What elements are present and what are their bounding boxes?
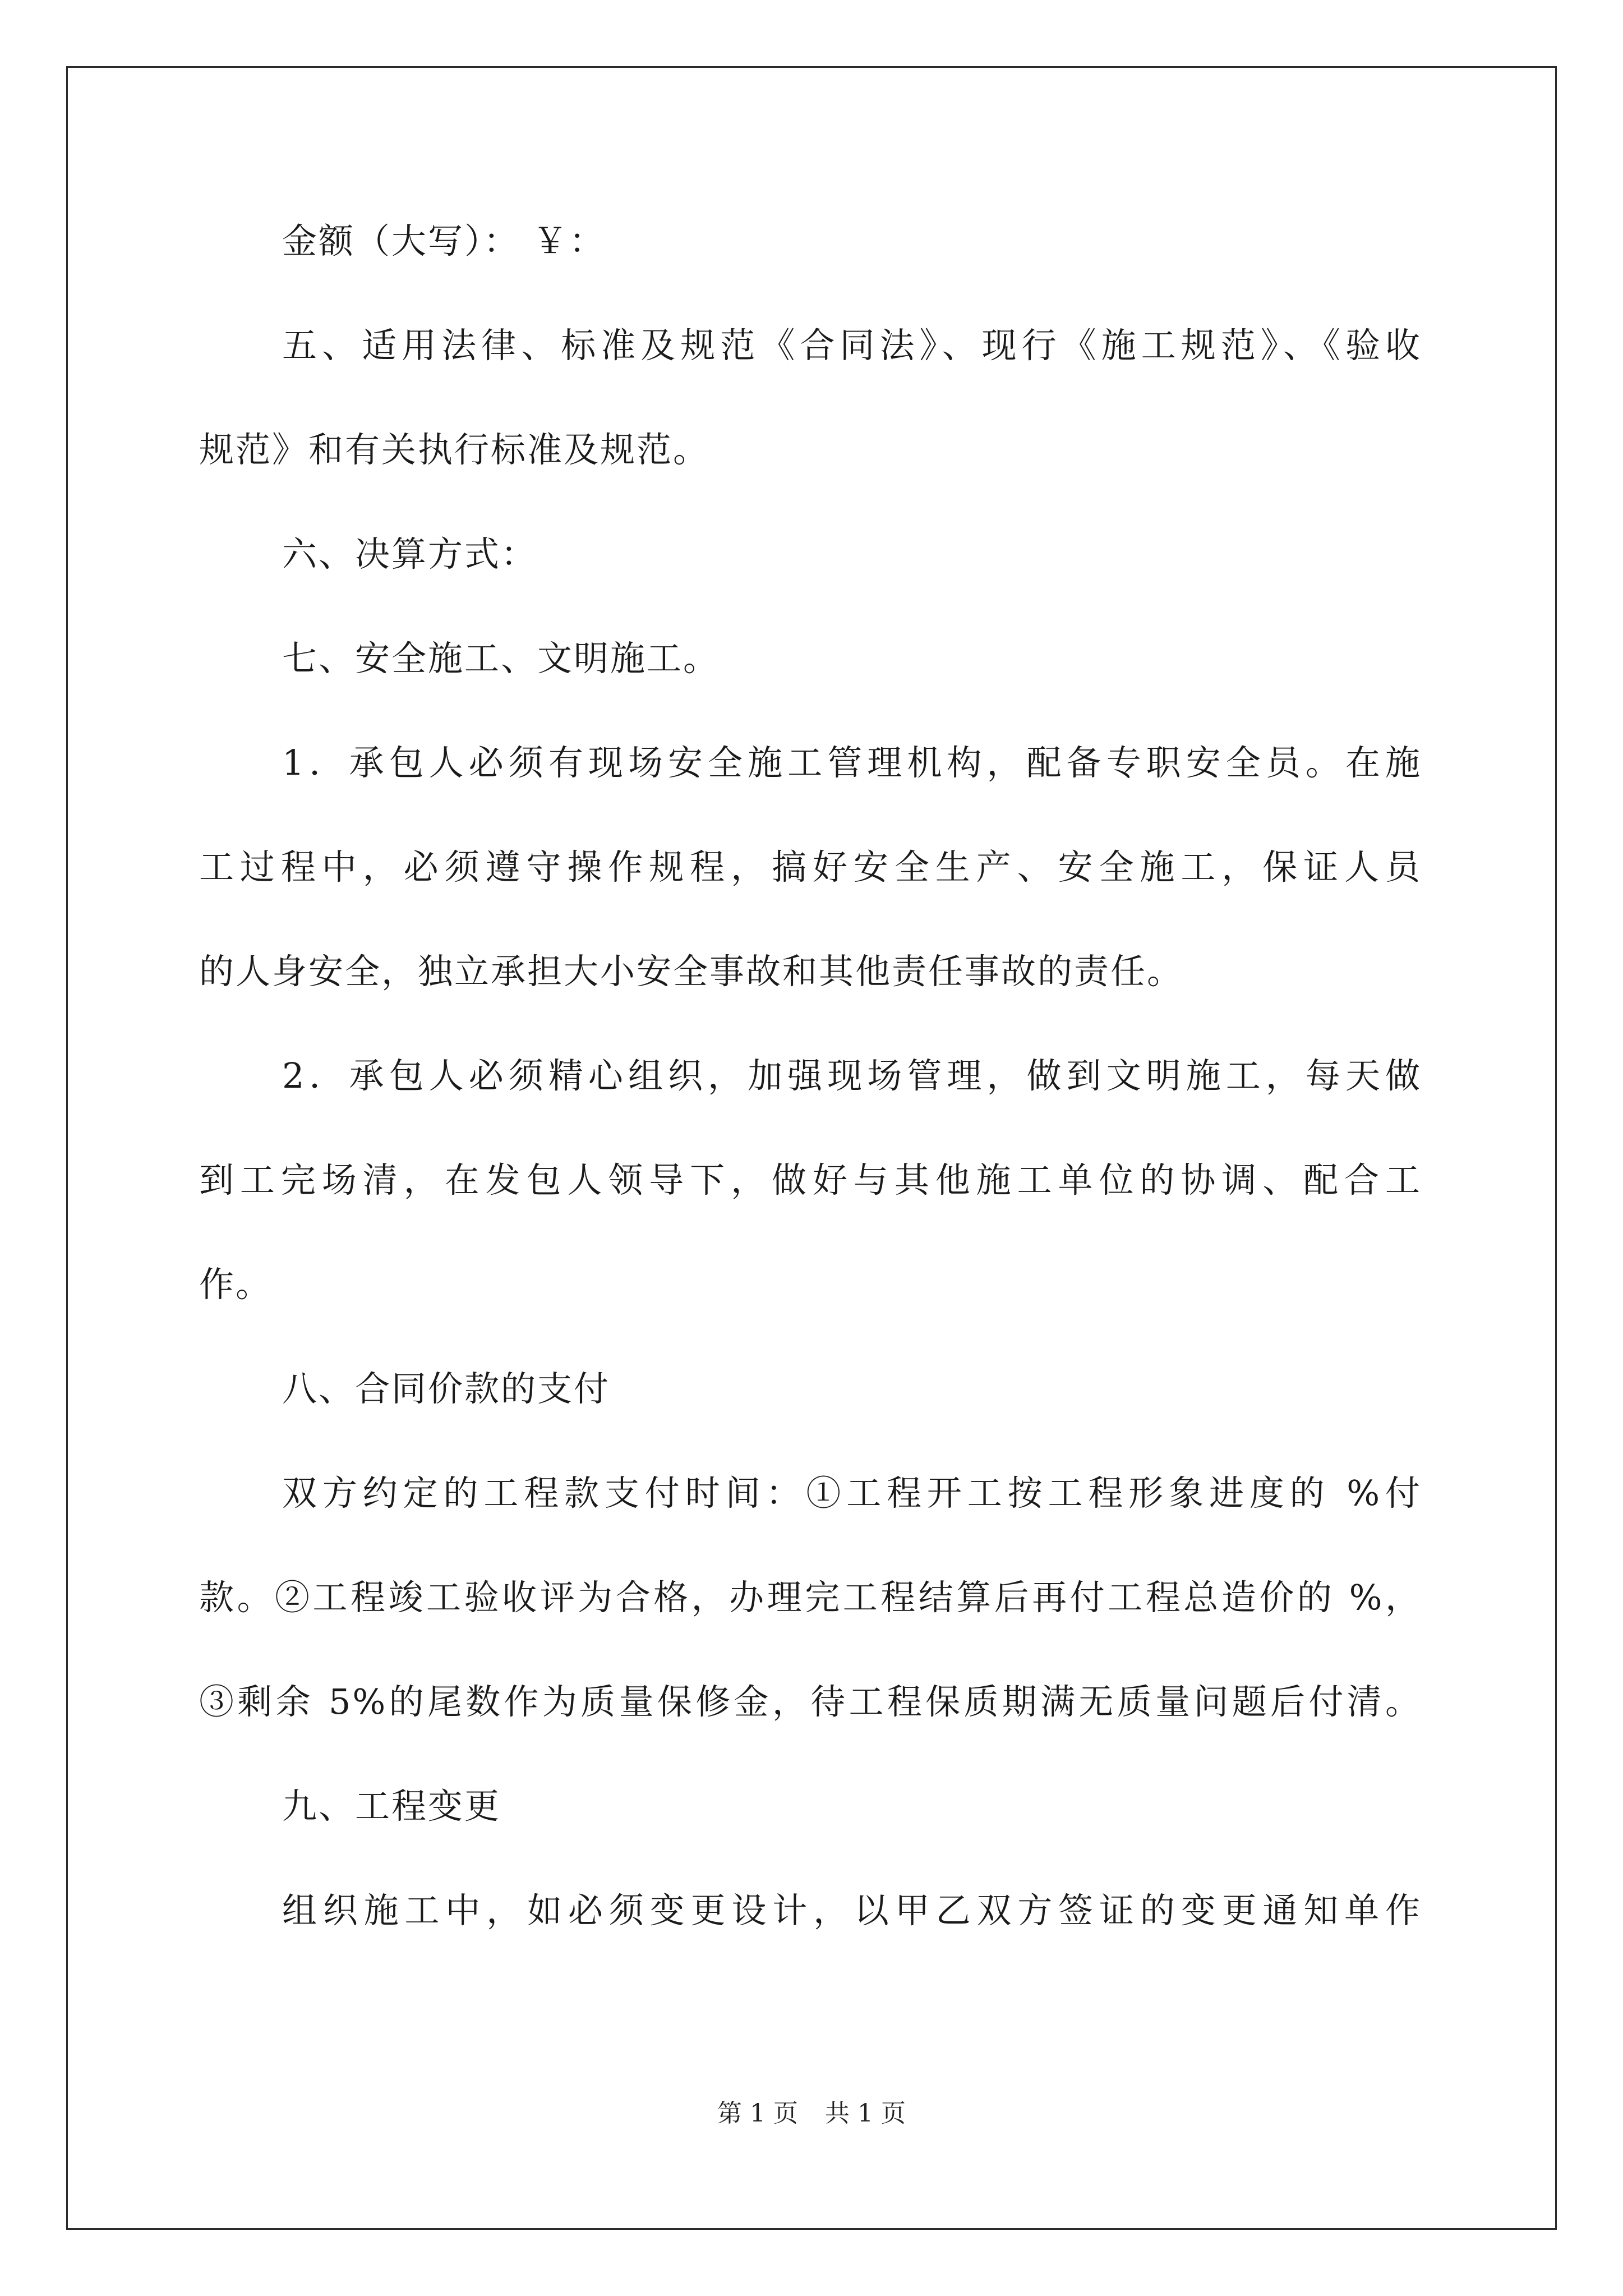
payment-line-1: 双方约定的工程款支付时间：①工程开工按工程形象进度的 %付 [282,1473,1422,1513]
clause-7-1-line-3: 的人身安全，独立承担大小安全事故和其他责任事故的责任。 [199,951,1184,992]
payment-line-3: ③剩余 5%的尾数作为质量保修金，待工程保质期满无质量问题后付清。 [199,1681,1422,1722]
page-footer [0,2097,1623,2131]
change-clause-line-1: 组织施工中，如必须变更设计，以甲乙双方签证的变更通知单作 [282,1890,1422,1931]
section-6-heading: 六、决算方式： [282,533,538,574]
section-5-continued: 规范》和有关执行标准及规范。 [199,429,710,470]
clause-7-2-line-3: 作。 [199,1264,273,1305]
section-8-heading: 八、合同价款的支付 [282,1368,611,1409]
clause-7-1-line-1: 1．承包人必须有现场安全施工管理机构，配备专职安全员。在施 [282,742,1422,783]
section-5-heading: 五、适用法律、标准及规范《合同法》、现行《施工规范》、《验收 [282,325,1422,366]
clause-7-2-line-2: 到工完场清，在发包人领导下，做好与其他施工单位的协调、配合工 [199,1159,1422,1200]
clause-7-1-line-2: 工过程中，必须遵守操作规程，搞好安全生产、安全施工，保证人员 [199,846,1422,887]
section-7-heading: 七、安全施工、文明施工。 [282,638,720,679]
section-9-heading: 九、工程变更 [282,1786,501,1826]
payment-line-2: 款。②工程竣工验收评为合格，办理完工程结算后再付工程总造价的 %， [199,1577,1422,1618]
page-number: 第 1 页 [717,2099,798,2128]
page-total: 共 1 页 [825,2099,906,2128]
amount-line: 金额（大写）： ￥： [282,220,606,261]
clause-7-2-line-1: 2．承包人必须精心组织，加强现场管理，做到文明施工，每天做 [282,1055,1422,1096]
